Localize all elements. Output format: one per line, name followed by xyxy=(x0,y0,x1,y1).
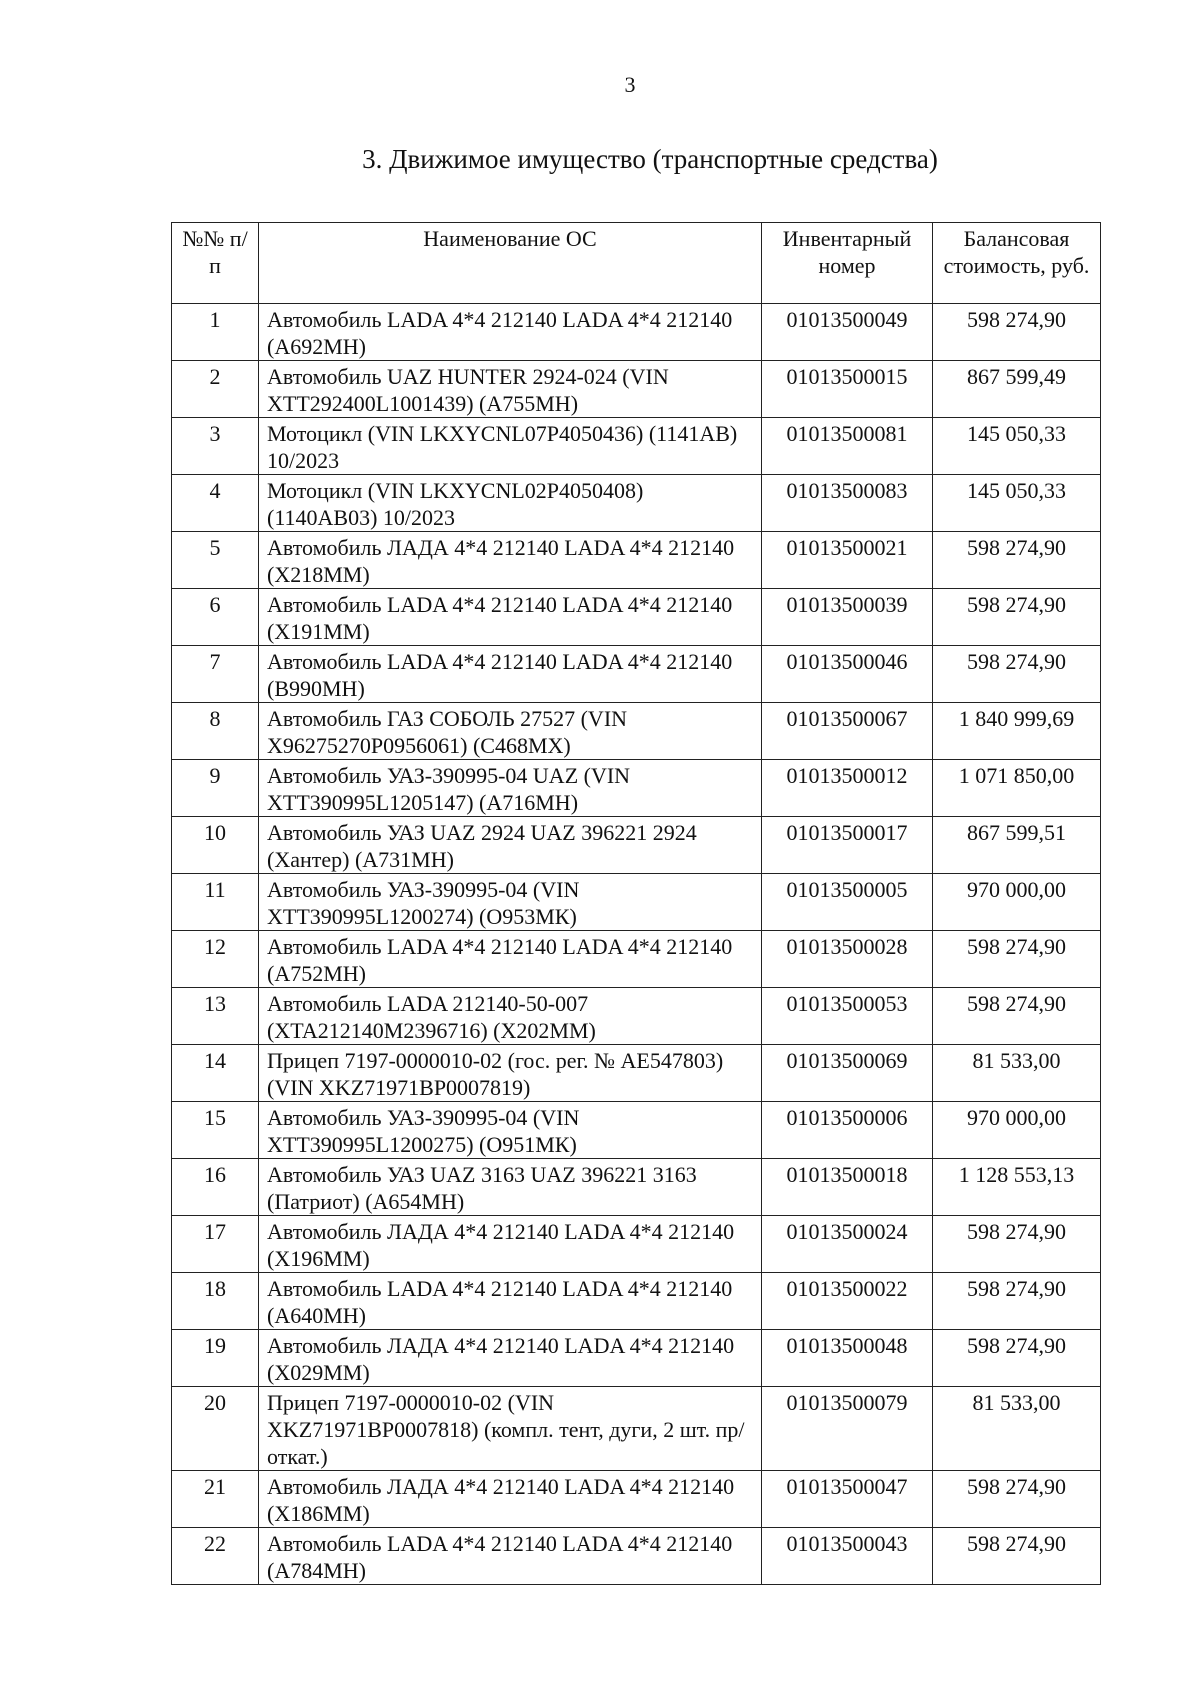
inventory-number: 01013500005 xyxy=(762,874,933,931)
header-num: №№ п/п xyxy=(172,223,259,304)
inventory-number: 01013500028 xyxy=(762,931,933,988)
table-row xyxy=(172,418,1101,475)
inventory-number: 01013500083 xyxy=(762,475,933,532)
row-number: 12 xyxy=(172,931,259,988)
asset-name: Автомобиль LADA 4*4 212140 LADA 4*4 212140 (Х191ММ) xyxy=(259,589,762,646)
table-row xyxy=(172,988,1101,1045)
balance-cost: 598 274,90 xyxy=(933,1273,1101,1330)
balance-cost: 867 599,51 xyxy=(933,817,1101,874)
balance-cost: 81 533,00 xyxy=(933,1045,1101,1102)
table-row xyxy=(172,1471,1101,1528)
row-number: 4 xyxy=(172,475,259,532)
asset-name: Автомобиль LADA 212140-50-007 (XTA212140M2396716) (Х202ММ) xyxy=(259,988,762,1045)
inventory-number: 01013500081 xyxy=(762,418,933,475)
table-row xyxy=(172,532,1101,589)
row-number: 16 xyxy=(172,1159,259,1216)
row-number: 8 xyxy=(172,703,259,760)
balance-cost: 81 533,00 xyxy=(933,1387,1101,1471)
balance-cost: 1 128 553,13 xyxy=(933,1159,1101,1216)
table-row xyxy=(172,1330,1101,1387)
balance-cost: 598 274,90 xyxy=(933,1528,1101,1585)
table-row xyxy=(172,817,1101,874)
table-row xyxy=(172,1159,1101,1216)
asset-name: Автомобиль UAZ HUNTER 2924-024 (VIN XTT292400L1001439) (А755МН) xyxy=(259,361,762,418)
table-row xyxy=(172,1045,1101,1102)
table-row xyxy=(172,361,1101,418)
inventory-number: 01013500048 xyxy=(762,1330,933,1387)
asset-name: Прицеп 7197-0000010-02 (гос. рег. № АЕ547803) (VIN XKZ71971BP0007819) xyxy=(259,1045,762,1102)
inventory-number: 01013500043 xyxy=(762,1528,933,1585)
asset-name: Автомобиль УАЗ-390995-04 (VIN XTT390995L1200275) (О951МК) xyxy=(259,1102,762,1159)
inventory-number: 01013500018 xyxy=(762,1159,933,1216)
asset-name: Автомобиль ЛАДА 4*4 212140 LADA 4*4 212140 (Х218ММ) xyxy=(259,532,762,589)
row-number: 21 xyxy=(172,1471,259,1528)
header-name: Наименование ОС xyxy=(259,223,762,304)
asset-name: Автомобиль LADA 4*4 212140 LADA 4*4 212140 (А752МН) xyxy=(259,931,762,988)
table-row xyxy=(172,1273,1101,1330)
balance-cost: 598 274,90 xyxy=(933,1330,1101,1387)
row-number: 2 xyxy=(172,361,259,418)
inventory-number: 01013500053 xyxy=(762,988,933,1045)
balance-cost: 598 274,90 xyxy=(933,931,1101,988)
table-header xyxy=(172,223,1101,304)
row-number: 22 xyxy=(172,1528,259,1585)
section-title: 3. Движимое имущество (транспортные средства) xyxy=(362,144,938,174)
row-number: 11 xyxy=(172,874,259,931)
inventory-number: 01013500022 xyxy=(762,1273,933,1330)
asset-name: Автомобиль LADA 4*4 212140 LADA 4*4 212140 (А784МН) xyxy=(259,1528,762,1585)
asset-name: Мотоцикл (VIN LKXYCNL07P4050436) (1141АВ) 10/2023 xyxy=(259,418,762,475)
assets-table xyxy=(171,222,1101,1585)
balance-cost: 867 599,49 xyxy=(933,361,1101,418)
inventory-number: 01013500069 xyxy=(762,1045,933,1102)
balance-cost: 970 000,00 xyxy=(933,1102,1101,1159)
asset-name: Автомобиль LADA 4*4 212140 LADA 4*4 212140 (В990МН) xyxy=(259,646,762,703)
table-body xyxy=(172,304,1101,1585)
inventory-number: 01013500079 xyxy=(762,1387,933,1471)
asset-name: Автомобиль УАЗ-390995-04 UAZ (VIN XTT390995L1205147) (А716МН) xyxy=(259,760,762,817)
inventory-number: 01013500012 xyxy=(762,760,933,817)
row-number: 1 xyxy=(172,304,259,361)
table-row xyxy=(172,931,1101,988)
asset-name: Автомобиль УАЗ UAZ 2924 UAZ 396221 2924 (Хантер) (А731МН) xyxy=(259,817,762,874)
balance-cost: 598 274,90 xyxy=(933,988,1101,1045)
balance-cost: 970 000,00 xyxy=(933,874,1101,931)
table-row xyxy=(172,760,1101,817)
balance-cost: 1 840 999,69 xyxy=(933,703,1101,760)
table-row xyxy=(172,1528,1101,1585)
asset-name: Автомобиль УАЗ UAZ 3163 UAZ 396221 3163 (Патриот) (А654МН) xyxy=(259,1159,762,1216)
inventory-number: 01013500039 xyxy=(762,589,933,646)
table-row xyxy=(172,475,1101,532)
row-number: 20 xyxy=(172,1387,259,1471)
asset-name: Автомобиль ЛАДА 4*4 212140 LADA 4*4 212140 (Х186ММ) xyxy=(259,1471,762,1528)
asset-name: Автомобиль LADA 4*4 212140 LADA 4*4 212140 (А692МН) xyxy=(259,304,762,361)
balance-cost: 598 274,90 xyxy=(933,1471,1101,1528)
balance-cost: 598 274,90 xyxy=(933,532,1101,589)
row-number: 18 xyxy=(172,1273,259,1330)
header-row xyxy=(172,223,1101,304)
table-row xyxy=(172,703,1101,760)
table-row xyxy=(172,1216,1101,1273)
asset-name: Автомобиль ЛАДА 4*4 212140 LADA 4*4 212140 (Х196ММ) xyxy=(259,1216,762,1273)
row-number: 17 xyxy=(172,1216,259,1273)
inventory-number: 01013500067 xyxy=(762,703,933,760)
balance-cost: 145 050,33 xyxy=(933,418,1101,475)
table-row xyxy=(172,1387,1101,1471)
balance-cost: 145 050,33 xyxy=(933,475,1101,532)
row-number: 9 xyxy=(172,760,259,817)
inventory-number: 01013500021 xyxy=(762,532,933,589)
table-row xyxy=(172,1102,1101,1159)
page-number: 3 xyxy=(624,72,636,97)
inventory-number: 01013500006 xyxy=(762,1102,933,1159)
inventory-number: 01013500046 xyxy=(762,646,933,703)
table-row xyxy=(172,874,1101,931)
inventory-number: 01013500049 xyxy=(762,304,933,361)
row-number: 14 xyxy=(172,1045,259,1102)
table-row xyxy=(172,646,1101,703)
balance-cost: 598 274,90 xyxy=(933,589,1101,646)
row-number: 10 xyxy=(172,817,259,874)
asset-name: Мотоцикл (VIN LKXYCNL02P4050408) (1140АВ03) 10/2023 xyxy=(259,475,762,532)
inventory-number: 01013500017 xyxy=(762,817,933,874)
row-number: 7 xyxy=(172,646,259,703)
balance-cost: 598 274,90 xyxy=(933,646,1101,703)
balance-cost: 598 274,90 xyxy=(933,304,1101,361)
balance-cost: 1 071 850,00 xyxy=(933,760,1101,817)
header-inventory: Инвентарный номер xyxy=(762,223,933,304)
asset-name: Автомобиль УАЗ-390995-04 (VIN XTT390995L1200274) (О953МК) xyxy=(259,874,762,931)
table-row xyxy=(172,589,1101,646)
row-number: 13 xyxy=(172,988,259,1045)
row-number: 19 xyxy=(172,1330,259,1387)
row-number: 6 xyxy=(172,589,259,646)
row-number: 3 xyxy=(172,418,259,475)
inventory-number: 01013500024 xyxy=(762,1216,933,1273)
header-cost: Балансовая стоимость, руб. xyxy=(933,223,1101,304)
table-row xyxy=(172,304,1101,361)
asset-name: Автомобиль ГАЗ СОБОЛЬ 27527 (VIN X96275270P0956061) (С468МХ) xyxy=(259,703,762,760)
balance-cost: 598 274,90 xyxy=(933,1216,1101,1273)
asset-name: Автомобиль ЛАДА 4*4 212140 LADA 4*4 212140 (Х029ММ) xyxy=(259,1330,762,1387)
row-number: 15 xyxy=(172,1102,259,1159)
asset-name: Прицеп 7197-0000010-02 (VIN XKZ71971BP0007818) (компл. тент, дуги, 2 шт. пр/откат.) xyxy=(259,1387,762,1471)
inventory-number: 01013500015 xyxy=(762,361,933,418)
row-number: 5 xyxy=(172,532,259,589)
inventory-number: 01013500047 xyxy=(762,1471,933,1528)
asset-name: Автомобиль LADA 4*4 212140 LADA 4*4 212140 (А640МН) xyxy=(259,1273,762,1330)
